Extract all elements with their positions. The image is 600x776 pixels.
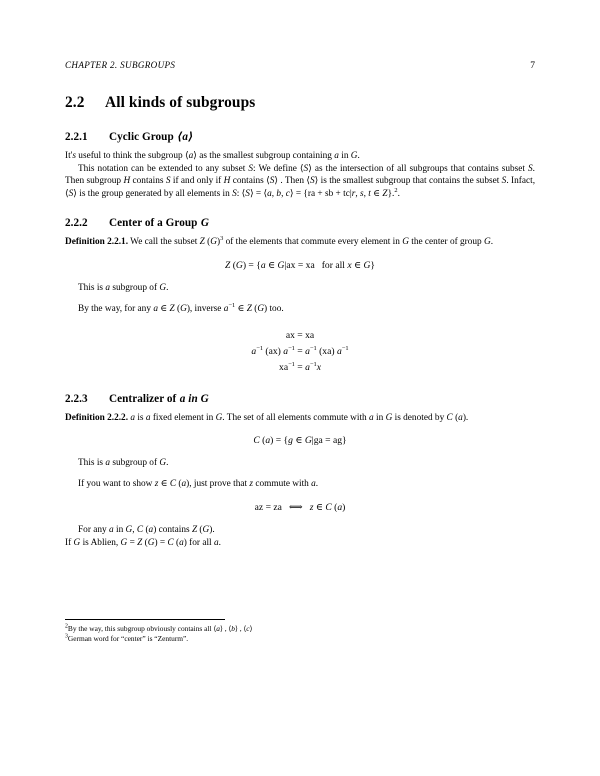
footnote-rule <box>65 619 225 620</box>
equation-block-center <box>65 328 535 376</box>
footnote-3 <box>65 634 535 644</box>
paragraph-221-2: This notation can be extended to any subset S: We define ⟨S⟩ as the intersection of all subgroups that contains subset S. Then subgroup H contains S if and only if H contains ⟨S⟩ . Then ⟨S⟩ is the smallest subgroup that contains the subset S. Infact, ⟨S⟩ is the group generated by all elements in S: ⟨S⟩ = ⟨a, b, c⟩ = {ra + sb + tc|r, s, t ∈ Z}.$^2$. <box>65 163 536 199</box>
subsection-heading-223 <box>65 393 535 405</box>
equation-center-1: ax = xa <box>285 329 315 341</box>
footnote-marker-2: 2 <box>65 623 68 630</box>
subsection-title-223: Centralizer of <box>109 392 177 405</box>
subsection-heading-222 <box>65 217 535 229</box>
equation-centralizer-iff: az = za ⟺ z ∈ C (a) <box>254 501 346 513</box>
running-head-title: CHAPTER 2. SUBGROUPS <box>65 60 176 70</box>
subsection-number-222: 2.2.2 <box>65 217 88 230</box>
equation-center-2: $a^{-1}$ (ax) $a^{-1} = a^{-1}$ (xa) $a^{-1}$ <box>251 344 349 357</box>
subsection-title-221: Cyclic Group <box>109 131 174 143</box>
equation-center-definition: Z (G) = {a ∈ G|ax = xa for all x ∈ G} <box>224 259 376 271</box>
equation-centralizer-definition: C (a) = {g ∈ G|ga = ag} <box>253 435 347 447</box>
subsection-title-math-222: G <box>200 217 210 230</box>
page-content <box>65 60 535 549</box>
subsection-title-math-221: ⟨a⟩ <box>177 131 194 143</box>
subsection-title-math-223: a in G <box>179 392 209 405</box>
section-title: All kinds of subgroups <box>105 94 256 111</box>
definition-label-221: Definition 2.2.1. <box>65 237 129 248</box>
definition-text-221: We call the subset Z (G)$^3$ of the elements that commute every element in G the center of group G. <box>130 235 494 248</box>
footnote-text-3: German word for “center” is “Zenturm”. <box>67 634 189 644</box>
note-center-subgroup: This is a subgroup of G. <box>78 282 169 293</box>
page-number: 7 <box>530 60 535 71</box>
definition-221 <box>65 236 535 249</box>
definition-label-222: Definition 2.2.2. <box>65 412 129 423</box>
note-centralizer-subgroup: This is a subgroup of G. <box>78 458 169 469</box>
footnote-marker-3: 3 <box>65 633 68 640</box>
subsection-heading-221 <box>65 129 535 143</box>
definition-text-222: a is a fixed element in G. The set of all elements commute with a in G is denoted by C (a). <box>130 412 469 423</box>
equation-center-3: $xa^{-1} = a^{-1}x$ <box>279 360 321 373</box>
paragraph-221-1: It's useful to think the subgroup ⟨a⟩ as the smallest subgroup containing a in G. <box>65 151 360 161</box>
subsection-number-223: 2.2.3 <box>65 392 88 405</box>
closing-line-1: For any a in G, C (a) contains Z (G). <box>78 524 215 535</box>
note-centralizer-show: If you want to show z ∈ C (a), just prove that z commute with a. <box>78 479 319 490</box>
subsection-title-222: Center of a Group <box>109 217 198 230</box>
footnote-area <box>65 619 535 645</box>
note-center-inverse: By the way, for any a ∈ Z (G), inverse $a^{-1}$ ∈ Z (G) too. <box>78 301 284 315</box>
subsection-number-221: 2.2.1 <box>65 131 88 143</box>
footnote-2 <box>65 624 535 634</box>
running-head <box>65 60 535 71</box>
footnote-text-2: By the way, this subgroup obviously contains all ⟨a⟩ , ⟨b⟩ , ⟨c⟩ <box>67 624 253 633</box>
section-heading <box>65 94 535 112</box>
definition-222 <box>65 412 535 425</box>
section-number: 2.2 <box>65 94 85 111</box>
closing-line-2: If G is Ablien, G = Z (G) = C (a) for all a. <box>65 537 221 548</box>
